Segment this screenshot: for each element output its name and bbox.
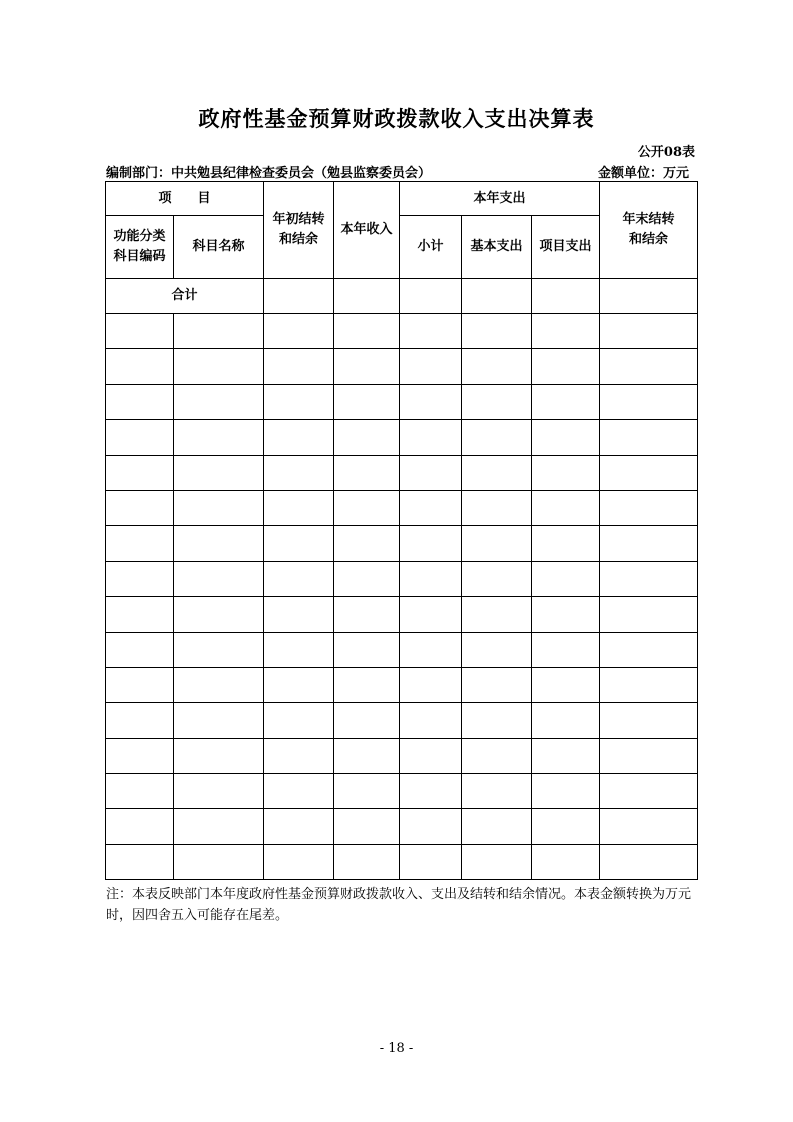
table-cell bbox=[400, 420, 462, 455]
table-cell bbox=[400, 490, 462, 525]
table-row bbox=[106, 774, 698, 809]
table-cell bbox=[334, 490, 400, 525]
header-subtotal: 小计 bbox=[400, 216, 462, 279]
table-cell bbox=[462, 420, 532, 455]
table-cell bbox=[600, 597, 698, 632]
table-cell bbox=[106, 632, 174, 667]
total-cell bbox=[600, 279, 698, 314]
table-cell bbox=[334, 738, 400, 773]
table-cell bbox=[264, 314, 334, 349]
table-cell bbox=[462, 667, 532, 702]
header-annual-expense: 本年支出 bbox=[400, 182, 600, 216]
table-row bbox=[106, 844, 698, 879]
table-cell bbox=[264, 809, 334, 844]
header-annual-income: 本年收入 bbox=[334, 182, 400, 279]
table-row bbox=[106, 738, 698, 773]
table-cell bbox=[462, 597, 532, 632]
table-cell bbox=[334, 420, 400, 455]
table-cell bbox=[532, 632, 600, 667]
table-cell bbox=[264, 703, 334, 738]
table-cell bbox=[334, 809, 400, 844]
table-row bbox=[106, 384, 698, 419]
table-cell bbox=[174, 774, 264, 809]
table-cell bbox=[462, 384, 532, 419]
table-cell bbox=[400, 561, 462, 596]
table-cell bbox=[334, 349, 400, 384]
table-cell bbox=[532, 349, 600, 384]
table-row bbox=[106, 703, 698, 738]
table-cell bbox=[106, 597, 174, 632]
table-cell bbox=[264, 420, 334, 455]
form-number: 公开08表 bbox=[637, 145, 695, 160]
table-row bbox=[106, 667, 698, 702]
table-cell bbox=[400, 774, 462, 809]
table-cell bbox=[400, 738, 462, 773]
total-label: 合计 bbox=[106, 279, 264, 314]
total-cell bbox=[462, 279, 532, 314]
table-cell bbox=[264, 844, 334, 879]
table-cell bbox=[600, 490, 698, 525]
table-cell bbox=[532, 384, 600, 419]
table-cell bbox=[462, 632, 532, 667]
table-cell bbox=[532, 774, 600, 809]
budget-table bbox=[105, 181, 698, 880]
table-cell bbox=[532, 314, 600, 349]
header-subject-name: 科目名称 bbox=[174, 216, 264, 279]
table-row bbox=[106, 597, 698, 632]
table-cell bbox=[106, 420, 174, 455]
table-cell bbox=[334, 597, 400, 632]
table-cell bbox=[462, 738, 532, 773]
table-cell bbox=[462, 703, 532, 738]
table-cell bbox=[532, 738, 600, 773]
total-row bbox=[106, 279, 698, 314]
table-cell bbox=[334, 455, 400, 490]
table-cell bbox=[106, 455, 174, 490]
table-cell bbox=[462, 349, 532, 384]
table-row bbox=[106, 809, 698, 844]
table-cell bbox=[106, 384, 174, 419]
table-cell bbox=[400, 314, 462, 349]
table-cell bbox=[106, 667, 174, 702]
table-cell bbox=[462, 561, 532, 596]
table-cell bbox=[174, 632, 264, 667]
table-cell bbox=[264, 384, 334, 419]
table-row bbox=[106, 490, 698, 525]
table-cell bbox=[400, 384, 462, 419]
table-cell bbox=[600, 703, 698, 738]
table-cell bbox=[400, 597, 462, 632]
table-cell bbox=[334, 703, 400, 738]
table-cell bbox=[400, 844, 462, 879]
table-cell bbox=[462, 490, 532, 525]
table-cell bbox=[532, 490, 600, 525]
table-cell bbox=[600, 526, 698, 561]
table-cell bbox=[600, 667, 698, 702]
table-cell bbox=[106, 490, 174, 525]
table-cell bbox=[264, 349, 334, 384]
table-cell bbox=[174, 738, 264, 773]
header-item: 项 目 bbox=[106, 182, 264, 216]
table-cell bbox=[600, 844, 698, 879]
table-cell bbox=[174, 384, 264, 419]
table-cell bbox=[600, 809, 698, 844]
header-basic-expense: 基本支出 bbox=[462, 216, 532, 279]
table-cell bbox=[334, 632, 400, 667]
table-cell bbox=[106, 703, 174, 738]
table-cell bbox=[264, 738, 334, 773]
table-cell bbox=[334, 526, 400, 561]
table-cell bbox=[600, 561, 698, 596]
table-cell bbox=[264, 597, 334, 632]
table-cell bbox=[174, 561, 264, 596]
table-cell bbox=[106, 844, 174, 879]
table-cell bbox=[106, 738, 174, 773]
table-cell bbox=[106, 526, 174, 561]
table-cell bbox=[462, 455, 532, 490]
table-cell bbox=[174, 526, 264, 561]
table-cell bbox=[106, 561, 174, 596]
table-cell bbox=[334, 314, 400, 349]
table-cell bbox=[106, 809, 174, 844]
table-cell bbox=[106, 774, 174, 809]
table-cell bbox=[400, 809, 462, 844]
table-cell bbox=[264, 632, 334, 667]
table-cell bbox=[264, 774, 334, 809]
table-cell bbox=[174, 349, 264, 384]
table-cell bbox=[600, 774, 698, 809]
table-cell bbox=[400, 349, 462, 384]
table-cell bbox=[600, 349, 698, 384]
table-cell bbox=[532, 667, 600, 702]
table-cell bbox=[462, 526, 532, 561]
table-cell bbox=[532, 420, 600, 455]
table-cell bbox=[600, 420, 698, 455]
table-cell bbox=[264, 455, 334, 490]
total-cell bbox=[532, 279, 600, 314]
table-cell bbox=[600, 738, 698, 773]
table-cell bbox=[264, 561, 334, 596]
table-row bbox=[106, 632, 698, 667]
table-cell bbox=[334, 384, 400, 419]
table-cell bbox=[600, 632, 698, 667]
total-cell bbox=[334, 279, 400, 314]
table-row bbox=[106, 526, 698, 561]
footnote: 注：本表反映部门本年度政府性基金预算财政拨款收入、支出及结转和结余情况。本表金额转换为万元时，因四舍五入可能存在尾差。 bbox=[106, 887, 692, 923]
table-cell bbox=[174, 597, 264, 632]
table-row bbox=[106, 314, 698, 349]
table-cell bbox=[174, 667, 264, 702]
table-cell bbox=[400, 526, 462, 561]
table-cell bbox=[400, 703, 462, 738]
table-cell bbox=[174, 490, 264, 525]
header-end-balance: 年末结转和结余 bbox=[600, 182, 698, 279]
table-cell bbox=[264, 526, 334, 561]
table-cell bbox=[600, 384, 698, 419]
table-cell bbox=[532, 844, 600, 879]
table-cell bbox=[334, 774, 400, 809]
table-cell bbox=[106, 314, 174, 349]
header-func-code: 功能分类科目编码 bbox=[106, 216, 174, 279]
table-cell bbox=[174, 314, 264, 349]
total-cell bbox=[400, 279, 462, 314]
table-cell bbox=[462, 774, 532, 809]
table-cell bbox=[532, 597, 600, 632]
table-cell bbox=[174, 844, 264, 879]
table-cell bbox=[600, 455, 698, 490]
table-cell bbox=[532, 455, 600, 490]
table-cell bbox=[334, 844, 400, 879]
table-cell bbox=[334, 561, 400, 596]
department-label: 编制部门：中共勉县纪律检查委员会（勉县监察委员会） bbox=[106, 166, 432, 181]
table-cell bbox=[532, 561, 600, 596]
table-cell bbox=[174, 703, 264, 738]
table-cell bbox=[600, 314, 698, 349]
table-cell bbox=[106, 349, 174, 384]
table-cell bbox=[264, 490, 334, 525]
table-cell bbox=[400, 632, 462, 667]
table-cell bbox=[400, 455, 462, 490]
unit-label: 金额单位：万元 bbox=[597, 166, 689, 181]
table-row bbox=[106, 349, 698, 384]
table-cell bbox=[532, 703, 600, 738]
table-cell bbox=[532, 809, 600, 844]
page-number: - 18 - bbox=[379, 1041, 414, 1056]
table-cell bbox=[174, 455, 264, 490]
table-cell bbox=[334, 667, 400, 702]
table-cell bbox=[532, 526, 600, 561]
table-cell bbox=[174, 809, 264, 844]
table-cell bbox=[174, 420, 264, 455]
header-project-expense: 项目支出 bbox=[532, 216, 600, 279]
table-cell bbox=[264, 667, 334, 702]
table-cell bbox=[462, 809, 532, 844]
table-cell bbox=[462, 314, 532, 349]
table-row bbox=[106, 561, 698, 596]
header-begin-balance: 年初结转和结余 bbox=[264, 182, 334, 279]
table-row bbox=[106, 455, 698, 490]
page-title: 政府性基金预算财政拨款收入支出决算表 bbox=[198, 106, 595, 131]
total-cell bbox=[264, 279, 334, 314]
table-cell bbox=[462, 844, 532, 879]
table-cell bbox=[400, 667, 462, 702]
table-row bbox=[106, 420, 698, 455]
